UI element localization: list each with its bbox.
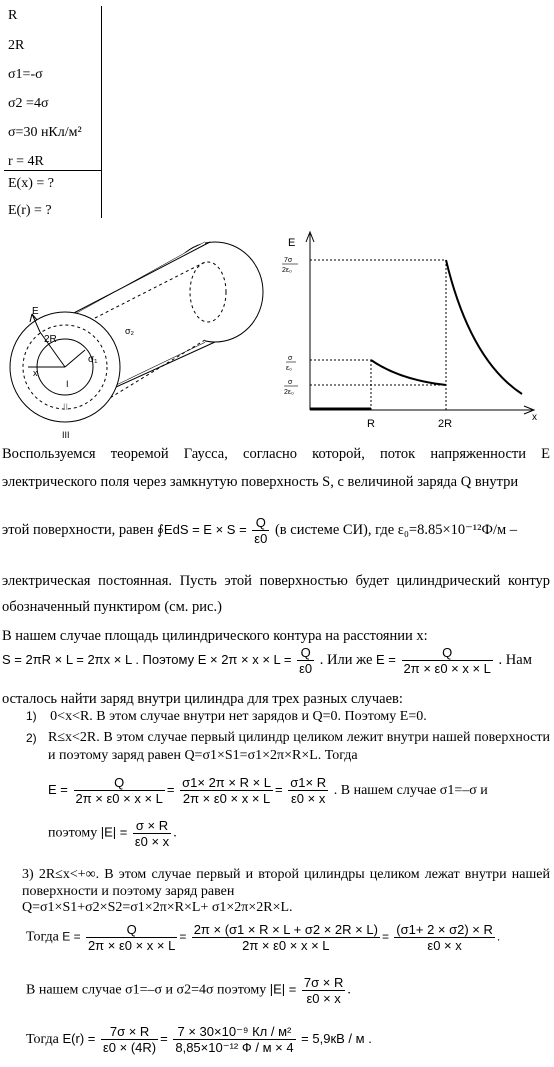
flux-num: Q: [252, 515, 269, 531]
final-formula: Тогда E(r) = $\frac{7\sigma \times R}{\varepsilon 0 \times (4R)}$ = $\frac{\text{7 × 30×10⁻⁹ Кл / м²}}{\text{8,85×10⁻¹² Ф / м × 4}}$ = 5,9кВ / м .: [26, 1024, 372, 1055]
label-region-2: II: [63, 402, 69, 412]
c2-n1: Q: [74, 775, 165, 791]
given-item: 2R: [8, 38, 25, 53]
gauss-lhs: E × 2π × x × L =: [197, 651, 292, 667]
case-3-abs: В нашем случае σ1=–σ и σ2=4σ поэтому |E| = $\frac{7\sigma \times R}{\varepsilon 0 \times x}$ .: [26, 975, 351, 1006]
c3-case: В нашем случае σ1=–σ и σ2=4σ поэтому: [26, 982, 267, 998]
label-e: E: [32, 306, 39, 317]
c3-n3: (σ1+ 2 × σ2) × R: [396, 922, 493, 937]
c3-abs-frac: [302, 975, 345, 1006]
curve-region-2: [371, 360, 446, 385]
remain-text: . Нам: [498, 651, 532, 668]
c2-therefore: поэтому: [48, 825, 98, 841]
c3-d1: 2π × ε0 × x × L: [87, 938, 176, 953]
case-1: [26, 709, 550, 725]
case-2-formula: E = $\frac{Q}{2\pi \times \varepsilon 0 \times x \times L}$ = $\frac{\sigma 1\times 2\pi \times R \times L}{2\pi \times \varepsilon 0 \times x \times L}$ = $\frac{\sigma 1\times R}{\varepsilon 0 \times x}$ . В нашем случае σ1=–σ и: [48, 775, 488, 806]
find-item: E(r) = ?: [8, 203, 52, 218]
c3-then: Тогда: [26, 929, 59, 945]
paragraph-flux: [2, 515, 550, 546]
c3-d3: ε0 × x: [427, 938, 462, 953]
c2-n3: σ1× R: [290, 775, 327, 790]
y-mid-den: ε₀: [286, 365, 293, 372]
fin-frac-1: [101, 1024, 158, 1055]
c2-abs-num: σ × R: [133, 818, 171, 834]
c2-abs-den: ε0 × x: [134, 834, 170, 849]
c2-frac-2: [180, 775, 273, 806]
curve-region-3: [446, 260, 522, 394]
case-3-charge: Q=σ1×S1+σ2×S2=σ1×2π×R×L+ σ1×2π×2R×L.: [22, 900, 293, 915]
c2-d2: 2π × ε0 × x × L: [182, 791, 271, 806]
paragraph-cases-intro: осталось найти заряд внутри цилиндра для трех разных случаев:: [2, 691, 403, 707]
c3-frac-2: [192, 922, 380, 953]
c2-abs-lhs: |E| =: [100, 824, 128, 840]
tick-r: R: [367, 418, 375, 430]
fin-n2: 7 × 30×10⁻⁹ Кл / м²: [173, 1024, 295, 1040]
case-2-number: 2): [26, 731, 37, 745]
c2-lhs: E =: [48, 781, 68, 797]
paragraph-gauss: Воспользуемся теоремой Гаусса, согласно которой, поток напряженности E электрического поля через замкнутую поверхность S, с величиной заряда Q внутри: [2, 446, 550, 490]
given-item: r = 4R: [8, 154, 44, 169]
c2-d1: 2π × ε0 × x × L: [75, 791, 163, 806]
label-sigma1: σ₁: [88, 354, 98, 365]
gauss-num: Q: [297, 645, 314, 661]
y-low-den: 2ε₀: [284, 389, 294, 396]
c3-abs-lhs: |E| =: [269, 981, 297, 997]
case-2-text: R≤x<2R. В этом случае первый цилиндр целиком лежит внутри нашей поверхности и поэтому заряд равен Q=σ1×S1=σ1×2π×R×L. Тогда: [48, 730, 550, 763]
c3-lhs: E =: [62, 929, 81, 944]
case-3: 3) 2R≤x<+∞. В этом случае первый и второй цилиндры целиком лежат внутри нашей поверхности и поэтому заряд равен: [22, 867, 550, 899]
fin-d2: 8,85×10⁻¹² Ф / м × 4: [175, 1040, 294, 1055]
c3-n1: Q: [86, 922, 177, 938]
case-2: [26, 729, 550, 765]
e-fraction: [402, 645, 493, 676]
c2-frac-3: [288, 775, 328, 806]
label-region-1: I: [66, 379, 69, 389]
area-formula: S = 2πR × L = 2πx × L . Поэтому: [2, 651, 195, 667]
flux-si: (в системе СИ), где ε₀=8.85×10⁻¹²Ф/м –: [274, 521, 518, 538]
fin-then: Тогда: [26, 1031, 59, 1047]
flux-formula: ∮EdS = E × S =: [157, 521, 247, 537]
y-low-num: σ: [288, 379, 293, 386]
gauss-den: ε0: [299, 661, 313, 676]
cylinder-figure: [0, 222, 270, 442]
label-x: x: [33, 368, 38, 378]
case-3-formula: Тогда E = $\frac{Q}{2\pi \times \varepsilon 0 \times x \times L}$ = $\frac{2\pi \times (\sigma 1 \times R \times L + \sigma 2 \times 2R \times L)}{2\pi \times \varepsilon 0 \times x \times L}$ = $\frac{(\sigma 1+ 2 \times \sigma 2) \times R}{\varepsilon 0 \times x}$ .: [26, 922, 501, 953]
label-region-3: III: [62, 430, 70, 440]
axis-x-label: x: [532, 412, 537, 423]
flux-den: ε0: [254, 531, 268, 546]
given-item: R: [8, 8, 18, 23]
e-lhs: E =: [376, 651, 396, 667]
fin-d1: ε0 × (4R): [103, 1040, 157, 1055]
label-sigma2: σ₂: [125, 326, 135, 336]
gauss-fraction: [297, 645, 314, 676]
y-top-den: 2ε₀: [282, 267, 292, 274]
given-item: σ2 =4σ: [8, 96, 49, 111]
given-divider-vertical: [101, 6, 102, 218]
c2-abs-frac: [133, 818, 171, 849]
e-num: Q: [402, 645, 493, 661]
c2-frac-1: [74, 775, 165, 806]
c3-abs-num: 7σ × R: [303, 975, 344, 990]
fin-frac-2: [173, 1024, 295, 1055]
fin-result: = 5,9кВ / м .: [301, 1030, 372, 1046]
flux-intro: этой поверхности, равен: [2, 521, 154, 538]
flux-fraction: [252, 515, 269, 546]
c3-frac-3: [394, 922, 495, 953]
case-2-abs: поэтому |E| = $\frac{\sigma \times R}{\varepsilon 0 \times x}$ .: [48, 818, 177, 849]
c2-d3: ε0 × x: [291, 791, 326, 806]
y-top-num: 7σ: [284, 257, 293, 264]
fin-n1: 7σ × R: [101, 1024, 158, 1040]
c3-abs-den: ε0 × x: [306, 991, 341, 1006]
find-item: E(x) = ?: [8, 176, 54, 191]
label-2r: 2R: [44, 334, 57, 345]
given-item: σ1=-σ: [8, 67, 43, 82]
c3-frac-1: [86, 922, 177, 953]
case-1-number: 1): [26, 709, 37, 723]
given-item: σ=30 нКл/м²: [8, 125, 82, 140]
paragraph-area: В нашем случае площадь цилиндрического контура на расстоянии x:: [2, 628, 428, 644]
or-text: . Или же: [319, 651, 373, 668]
c3-n2: 2π × (σ1 × R × L + σ2 × 2R × L): [193, 922, 378, 937]
c3-d2: 2π × ε0 × x × L: [242, 938, 330, 953]
field-graph: [270, 230, 554, 435]
fin-lhs: E(r) =: [62, 1030, 96, 1046]
given-divider-horizontal: [4, 170, 102, 171]
paragraph-formula-e: [2, 645, 550, 676]
tick-2r: 2R: [438, 418, 453, 430]
y-mid-num: σ: [288, 355, 293, 362]
e-den: 2π × ε0 × x × L: [403, 661, 491, 676]
paragraph-constant: электрическая постоянная. Пусть этой поверхностью будет цилиндрический контур обозначенный пунктиром (см. рис.): [2, 573, 550, 615]
case-1-text: 0<x<R. В этом случае внутри нет зарядов и Q=0. Поэтому E=0.: [50, 709, 427, 724]
axis-e-label: E: [288, 237, 296, 249]
c2-n2: σ1× 2π × R × L: [182, 775, 272, 790]
c2-after: . В нашем случае σ1=–σ и: [333, 782, 488, 798]
